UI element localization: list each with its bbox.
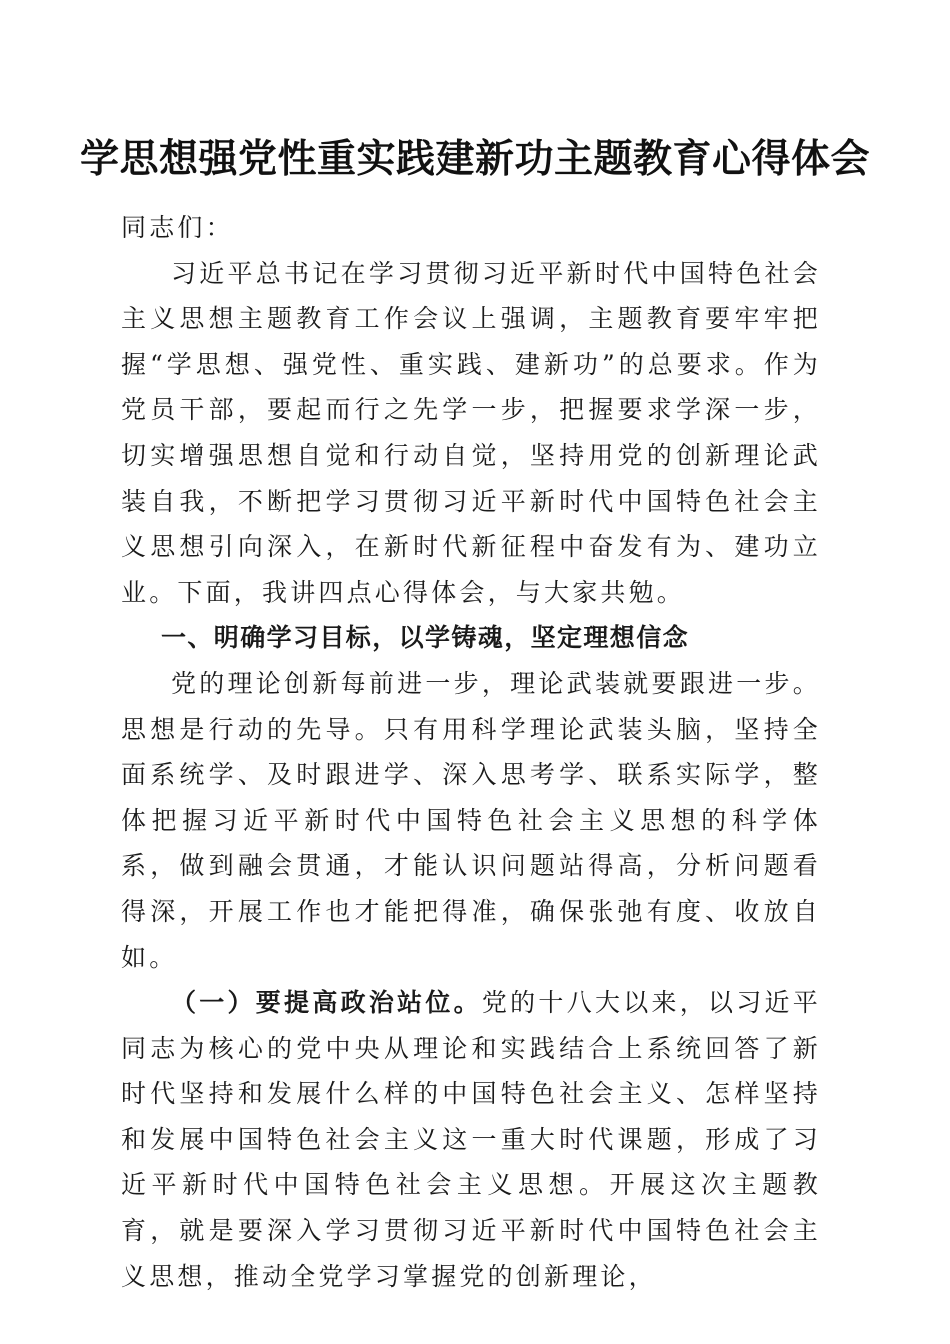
- intro-paragraph: 习近平总书记在学习贯彻习近平新时代中国特色社会主义思想主题教育工作会议上强调，主题教育要牢牢把握“学思想、强党性、重实践、建新功”的总要求。作为党员干部，要起而行之先学一步，把握要求学深一步，切实增强思想自觉和行动自觉，坚持用党的创新理论武装自我，不断把学习贯彻习近平新时代中国特色社会主义思想引向深入，在新时代新征程中奋发有为、建功立业。下面，我讲四点心得体会，与大家共勉。: [121, 258, 821, 607]
- subsection-paragraph: [121, 980, 821, 1299]
- section-heading: 一、明确学习目标，以学铸魂，坚定理想信念: [161, 623, 690, 653]
- section-paragraph: 党的理论创新每前进一步，理论武装就要跟进一步。思想是行动的先导。只有用科学理论武装头脑，坚持全面系统学、及时跟进学、深入思考学、联系实际学，整体把握习近平新时代中国特色社会主义思想的科学体系，做到融会贯通，才能认识问题站得高，分析问题看得深，开展工作也才能把得准，确保张弛有度、收放自如。: [121, 668, 821, 972]
- document-title: 学思想强党性重实践建新功主题教育心得体会: [79, 136, 870, 182]
- subsection-lead: （一）要提高政治站位。: [171, 988, 482, 1018]
- greeting: 同志们：: [121, 213, 234, 242]
- document-body: [121, 205, 821, 1299]
- subsection-text: 党的十八大以来，以习近平同志为核心的党中央从理论和实践结合上系统回答了新时代坚持和发展什么样的中国特色社会主义、怎样坚持和发展中国特色社会主义这一重大时代课题，形成了习近平新时代中国特色社会主义思想。开展这次主题教育，就是要深入学习贯彻习近平新时代中国特色社会主义思想，推动全党学习掌握党的创新理论，: [121, 988, 822, 1291]
